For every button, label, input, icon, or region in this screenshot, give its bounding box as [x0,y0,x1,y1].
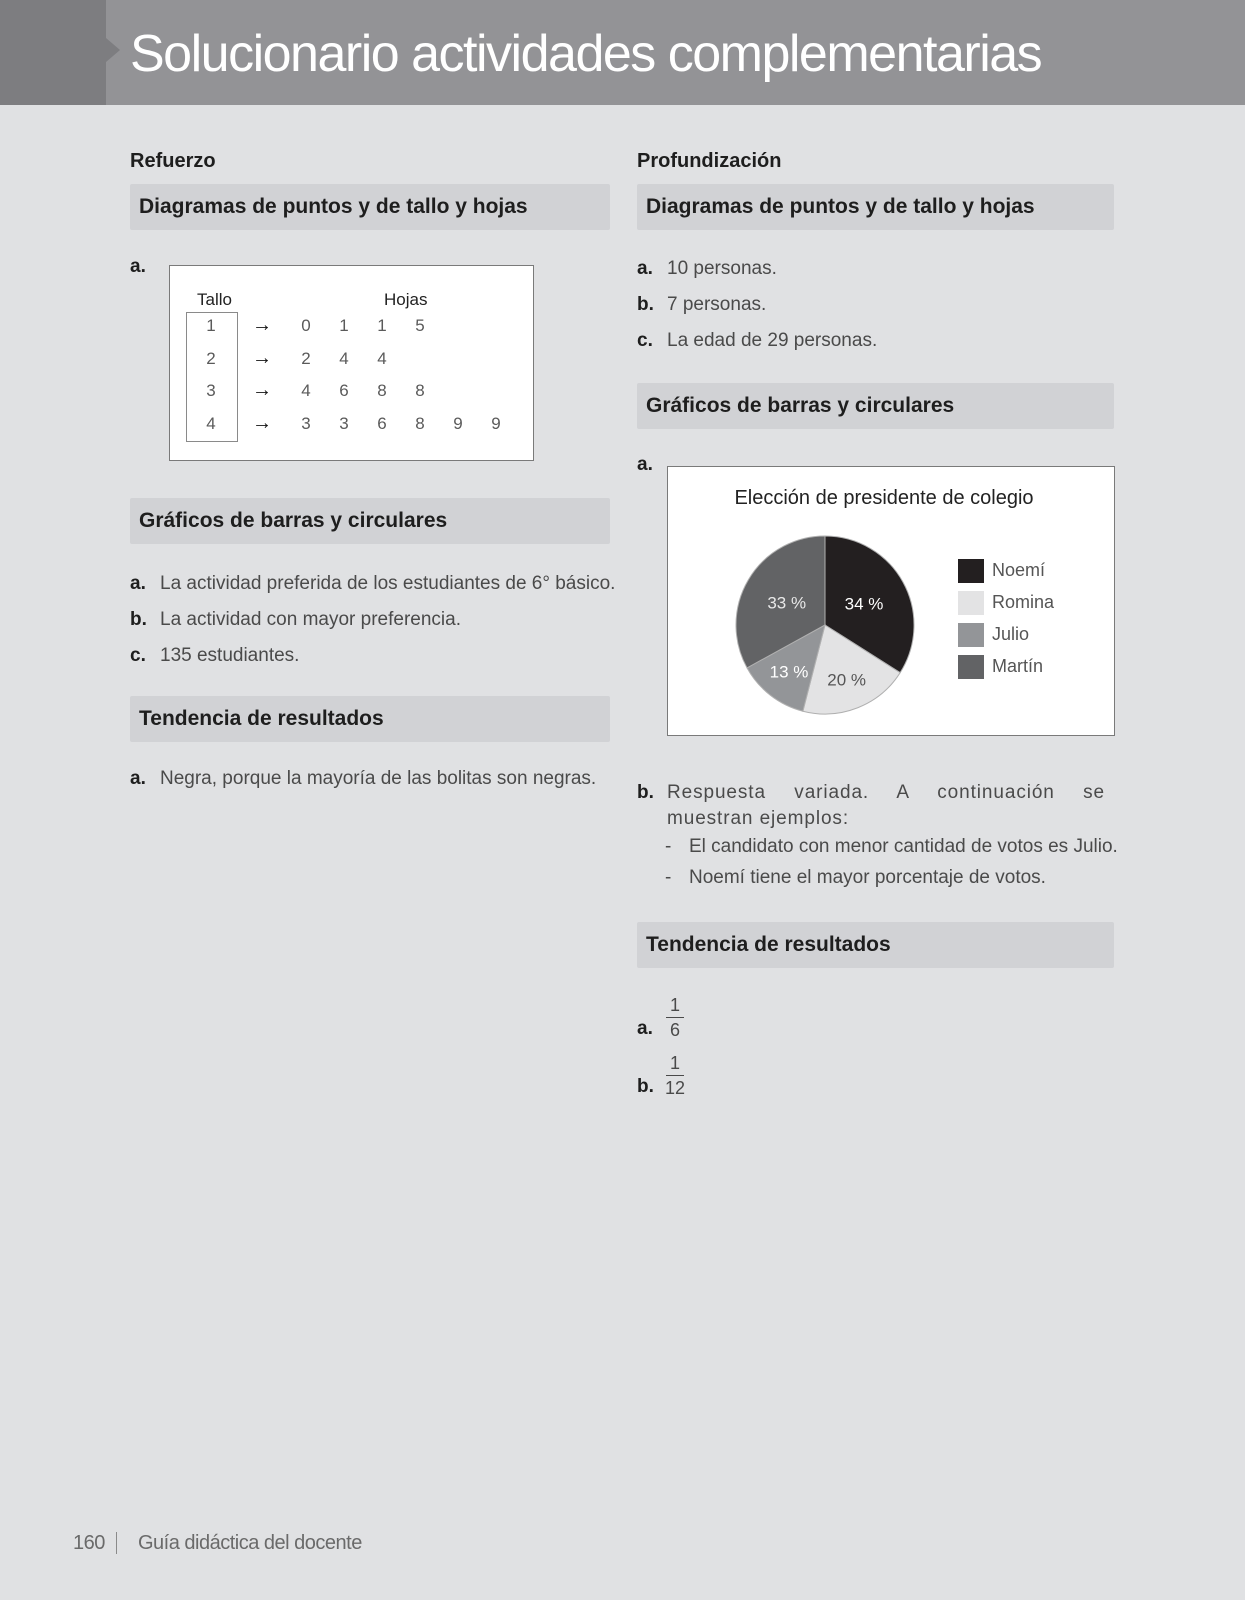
item-label: c. [130,645,146,666]
leaf-value: 8 [415,413,425,433]
item-label: b. [637,782,654,803]
leaf-value: 1 [377,316,387,335]
leaf-value: 2 [301,348,311,368]
legend-swatch [958,559,984,583]
item-text: 10 personas. [667,258,777,279]
item-label: b. [637,1076,654,1097]
item-label: a. [130,768,146,789]
item-text: La edad de 29 personas. [667,330,878,351]
denominator: 6 [669,1020,680,1040]
pie-label: 13 % [769,662,809,682]
header-arrow [106,38,120,62]
denominator: 12 [664,1078,686,1098]
legend-swatch [958,655,984,679]
pie-chart [667,466,1115,736]
leaf-value: 6 [377,413,387,433]
stem-leaf-table [169,265,534,461]
topic-graficos-left: Gráficos de barras y circulares [130,498,610,544]
legend-swatch [958,623,984,647]
section-refuerzo: Refuerzo [130,150,216,172]
item-text: 135 estudiantes. [160,645,300,666]
fraction [664,1052,686,1099]
item-label: c. [637,330,653,351]
item-label: a. [637,1018,653,1039]
list-item [637,780,1105,832]
leaf-value: 3 [301,413,311,433]
list-item [130,571,615,597]
list-item [637,328,877,354]
stem-value: 4 [206,413,216,433]
leaf-value: 5 [415,316,425,335]
item-label: a. [637,258,653,279]
leaf-value: 8 [415,381,425,400]
stem-header: Tallo [197,290,232,309]
item-text: Respuesta variada. A continuación se muestran ejemplos: [667,782,1105,829]
dash-icon: - [665,836,672,857]
stem-value: 2 [206,348,216,368]
pie-label: 20 % [827,670,866,690]
item-text: La actividad preferida de los estudiantes de 6° básico. [160,573,616,594]
bullet-item [665,865,1046,891]
leaf-value: 9 [491,413,501,433]
item-text: Noemí tiene el mayor porcentaje de votos. [689,867,1046,888]
leaf-value: 6 [339,381,349,400]
topic-diagramas-right: Diagramas de puntos y de tallo y hojas [637,184,1114,230]
fraction-answers [637,994,837,1114]
topic-tendencia-right: Tendencia de resultados [637,922,1114,968]
footer-divider [116,1532,117,1554]
arrow-right-icon: → [252,346,272,369]
page-number: 160 [73,1532,105,1554]
dash-icon: - [665,867,672,888]
pie-label: 34 % [844,594,884,614]
leaf-value: 9 [453,413,463,433]
legend-label: Martín [992,656,1044,676]
item-b-right [637,780,1118,888]
header-tab [0,0,106,105]
item-label: a. [130,256,146,277]
leaf-value: 4 [377,348,387,368]
topic-diagramas-left: Diagramas de puntos y de tallo y hojas [130,184,610,230]
list-item [130,607,461,633]
stem-value: 3 [206,381,216,400]
arrow-right-icon: → [252,314,272,336]
item-label: a. [637,454,653,475]
list-item [130,643,299,669]
leaf-value: 4 [301,381,311,400]
bullet-item [665,834,1118,860]
leaf-value: 8 [377,381,387,400]
fraction-bar [666,1075,684,1076]
legend-label: Romina [992,592,1055,612]
chart-title: Elección de presidente de colegio [734,487,1034,509]
list-item [637,292,766,318]
arrow-right-icon: → [252,411,272,434]
footer-text: Guía didáctica del docente [138,1532,362,1554]
numerator: 1 [669,1053,680,1073]
leaf-value: 0 [301,316,311,335]
item-text: La actividad con mayor preferencia. [160,609,461,630]
leaf-value: 1 [339,316,349,335]
list-item [637,256,777,282]
fraction-bar [666,1017,684,1018]
page-title: Solucionario actividades complementarias [130,25,1042,83]
legend-swatch [958,591,984,615]
leaves-header: Hojas [384,290,428,309]
section-profundizacion: Profundización [637,150,782,172]
item-text: El candidato con menor cantidad de votos es Julio. [689,836,1118,857]
item-label: b. [637,294,654,315]
leaf-value: 3 [339,413,349,433]
legend-label: Noemí [992,560,1046,580]
topic-graficos-right: Gráficos de barras y circulares [637,383,1114,429]
list-item [130,766,596,792]
arrow-right-icon: → [252,379,272,401]
legend-label: Julio [992,624,1030,644]
pie-label: 33 % [767,593,807,613]
leaf-value: 4 [339,348,349,368]
item-text: 7 personas. [667,294,767,315]
fraction [664,994,686,1041]
item-label: a. [130,573,146,594]
topic-tendencia-left: Tendencia de resultados [130,696,610,742]
item-label: b. [130,609,147,630]
numerator: 1 [669,995,680,1015]
item-text: Negra, porque la mayoría de las bolitas son negras. [160,768,597,789]
stem-value: 1 [206,316,216,335]
